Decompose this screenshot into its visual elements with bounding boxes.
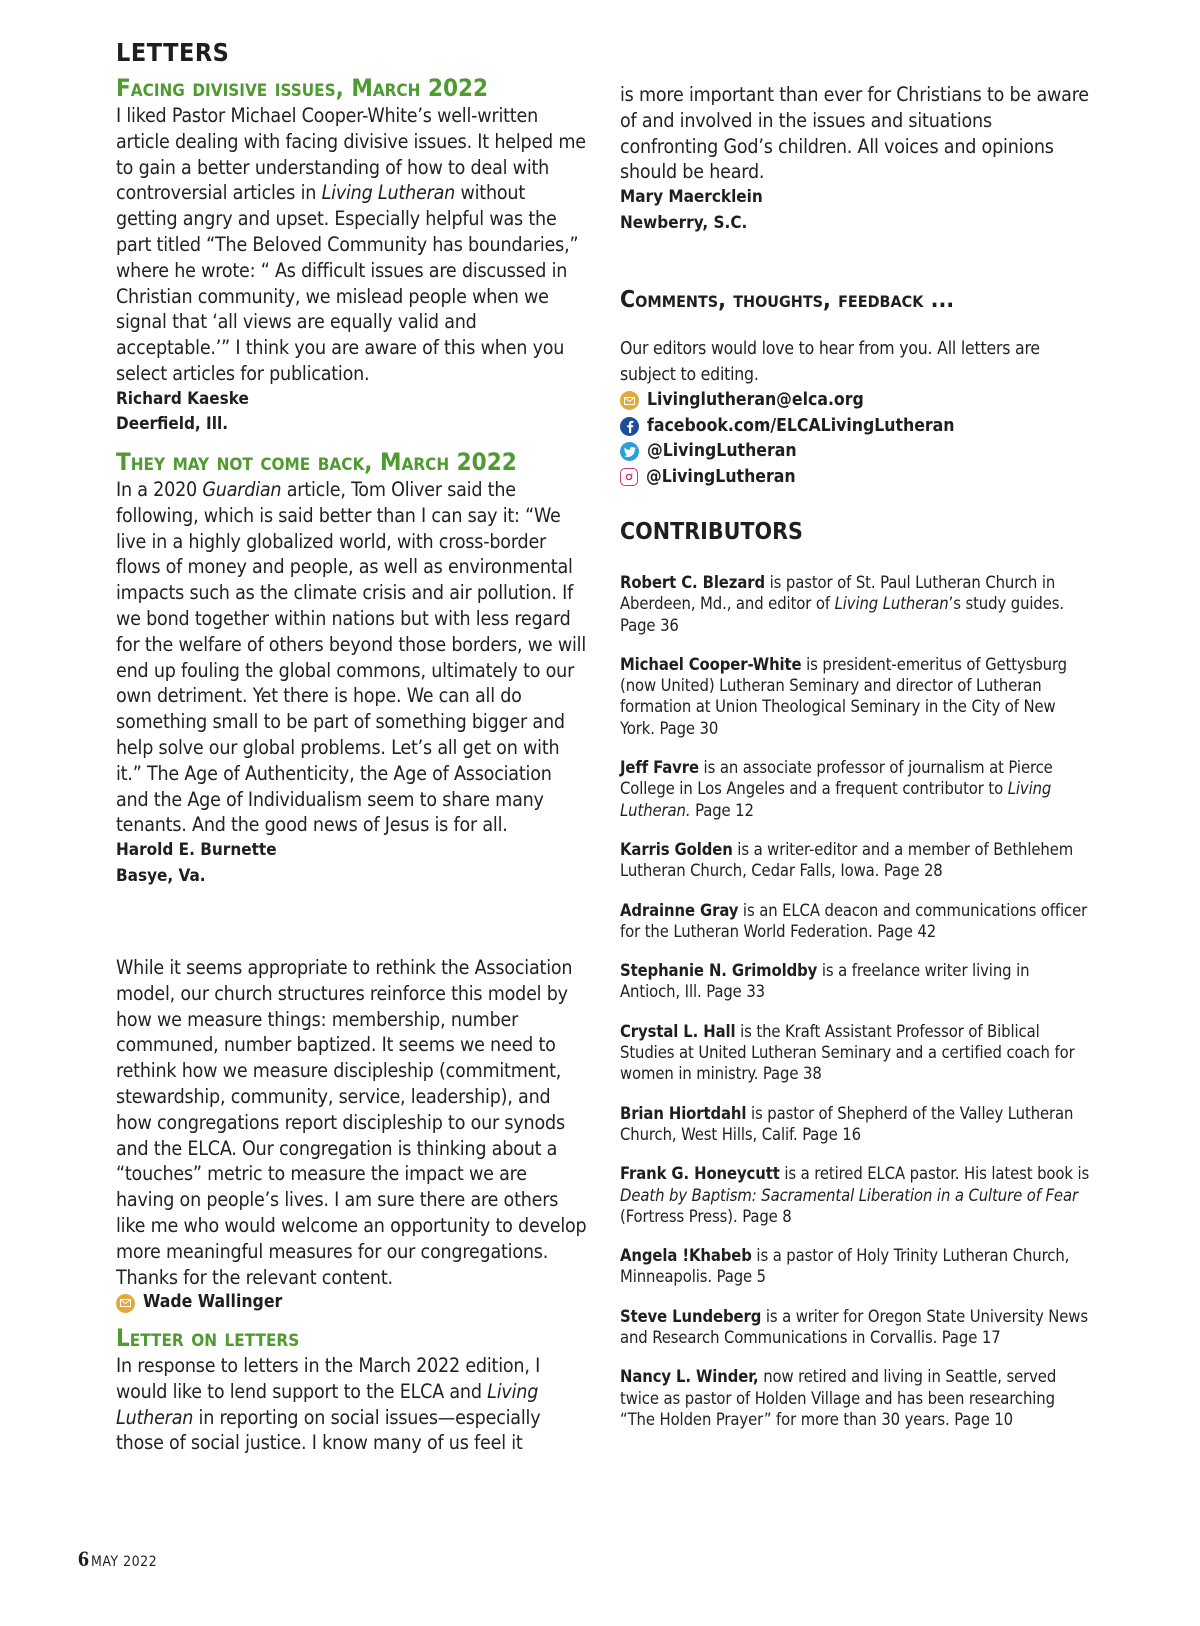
letter-author: Mary Maercklein bbox=[620, 187, 763, 208]
letter-location: Deerfield, Ill. bbox=[116, 414, 229, 435]
instagram-link[interactable] bbox=[620, 465, 1094, 491]
letter-location: Basye, Va. bbox=[116, 865, 206, 886]
section-label: LETTERS bbox=[116, 38, 230, 67]
page-number: 6 bbox=[78, 1546, 89, 1571]
contributors-section bbox=[620, 518, 1094, 1448]
contributor-entry: Robert C. Blezard is pastor of St. Paul Lutheran Church in Aberdeen, Md., and editor of Living Lutheran’s study guides. Page 36 bbox=[620, 573, 1065, 635]
twitter-handle[interactable]: @LivingLutheran bbox=[647, 441, 797, 461]
letter-body: is more important than ever for Christians to be aware of and involved in the issues and situations confronting God’s children. All voices and opinions should be heard. bbox=[620, 83, 1089, 184]
instagram-handle[interactable]: @LivingLutheran bbox=[646, 466, 796, 487]
email-icon bbox=[116, 1294, 135, 1313]
letter-author bbox=[116, 1290, 588, 1316]
instagram-icon bbox=[620, 468, 638, 486]
contributors-heading: CONTRIBUTORS bbox=[620, 519, 803, 545]
letter-they-may-not-come-back bbox=[116, 447, 588, 889]
comments-intro: Our editors would love to hear from you. All letters are subject to editing. bbox=[620, 339, 1040, 385]
facebook-handle[interactable]: facebook.com/ELCALivingLutheran bbox=[647, 415, 955, 436]
contributor-entry: Steve Lundeberg is a writer for Oregon State University News and Research Communications in Corvallis. Page 17 bbox=[620, 1306, 1088, 1348]
comments-section bbox=[620, 286, 1094, 490]
facebook-icon bbox=[620, 417, 639, 436]
letter-body: While it seems appropriate to rethink the Association model, our church structures reinforce this model by how we measure things: membership, number communed, number baptized. It seems we need to rethink how we measure discipleship (commitment, stewardship, community, service, leadership), and how congregations report discipleship to our synods and the ELCA. Our congregation is thinking about a “touches” metric to measure the impact we are having on people’s lives. I am sure there are others like me who would welcome an opportunity to develop more meaningful measures for our congregations. Thanks for the relevant content. bbox=[116, 956, 587, 1289]
letter-heading: Letter on letters bbox=[116, 1324, 300, 1352]
issue-date: MAY 2022 bbox=[91, 1554, 158, 1570]
letter-association-model bbox=[116, 955, 588, 1316]
email-address[interactable]: Livinglutheran@elca.org bbox=[647, 390, 864, 410]
contributor-entry: Angela !Khabeb is a pastor of Holy Trinity Lutheran Church, Minneapolis. Page 5 bbox=[620, 1246, 1070, 1287]
letter-location: Newberry, S.C. bbox=[620, 212, 748, 233]
contributor-entry: Stephanie N. Grimoldby is a freelance writer living in Antioch, Ill. Page 33 bbox=[620, 961, 1030, 1002]
contributor-entry: Brian Hiortdahl is pastor of Shepherd of the Valley Lutheran Church, West Hills, Calif. Page 16 bbox=[620, 1103, 1074, 1144]
letter-body: In a 2020 Guardian article, Tom Oliver said the following, which is said better than I can say it: “We live in a highly globalized world, with cross-border flows of money and people, as well as environmental impacts such as the climate crisis and air pollution. If we bond together within nations but with less regard for the welfare of others beyond those borders, we will end up fouling the global commons, ultimately to our own detriment. Yet there is hope. We can all do something small to be part of something bigger and help solve our global problems. Let’s all get on with it.” The Age of Authenticity, the Age of Association and the Age of Individualism seem to share many tenants. And the good news of Jesus is for all. bbox=[116, 478, 587, 837]
letter-heading: They may not come back, March 2022 bbox=[116, 448, 517, 476]
letter-body: I liked Pastor Michael Cooper-White’s well-written article dealing with facing divisive issues. It helped me to gain a better understanding of how to deal with controversial articles in Living Lutheran without getting angry and upset. Especially helpful was the part titled “The Beloved Community has boundaries,” where he wrote: “ As difficult issues are discussed in Christian community, we mislead people when we signal that ‘all views are equally valid and acceptable.’” I think you are aware of this when you select articles for publication. bbox=[116, 104, 586, 385]
contributor-entry: Michael Cooper-White is president-emeritus of Gettysburg (now United) Lutheran Seminary and director of Lutheran formation at Union Theological Seminary in the City of New York. Page 30 bbox=[620, 654, 1068, 738]
letter-facing-divisive-issues bbox=[116, 73, 588, 438]
twitter-icon bbox=[620, 442, 639, 461]
twitter-link[interactable] bbox=[620, 439, 1094, 465]
facebook-link[interactable] bbox=[620, 414, 1094, 440]
contributors-list bbox=[620, 572, 1094, 1430]
contributor-entry: Karris Golden is a writer-editor and a member of Bethlehem Lutheran Church, Cedar Falls, Iowa. Page 28 bbox=[620, 839, 1074, 881]
letter-body: In response to letters in the March 2022 edition, I would like to lend support to the ELCA and Living Lutheran in reporting on social issues—especially those of social justice. I know many of us feel it bbox=[116, 1354, 541, 1455]
contributor-entry: Adrainne Gray is an ELCA deacon and communications officer for the Lutheran World Federation. Page 42 bbox=[620, 900, 1088, 941]
contributor-entry: Nancy L. Winder, now retired and living in Seattle, served twice as pastor of Holden Village and has been researching “The Holden Prayer” for more than 30 years. Page 10 bbox=[620, 1367, 1057, 1429]
letter-author: Richard Kaeske bbox=[116, 388, 249, 409]
contributor-entry: Crystal L. Hall is the Kraft Assistant Professor of Biblical Studies at United Lutheran Seminary and a certified coach for women in ministry. Page 38 bbox=[620, 1021, 1075, 1084]
contributor-entry: Frank G. Honeycutt is a retired ELCA pastor. His latest book is Death by Baptism: Sacramental Liberation in a Culture of Fear (Fortress Press). Page 8 bbox=[620, 1164, 1090, 1226]
contributor-entry: Jeff Favre is an associate professor of journalism at Pierce College in Los Angeles and a frequent contributor to Living Lutheran. Page 12 bbox=[620, 758, 1053, 820]
letter-author: Harold E. Burnette bbox=[116, 840, 277, 861]
comments-heading: Comments, thoughts, feedback ... bbox=[620, 287, 955, 313]
author-name: Wade Wallinger bbox=[143, 1292, 283, 1313]
email-link[interactable] bbox=[620, 388, 1094, 414]
letter-on-letters bbox=[116, 1323, 588, 1456]
letter-on-letters-continued bbox=[620, 82, 1094, 236]
page-footer bbox=[78, 1546, 157, 1572]
email-icon bbox=[620, 391, 639, 410]
letter-heading: Facing divisive issues, March 2022 bbox=[116, 74, 489, 102]
